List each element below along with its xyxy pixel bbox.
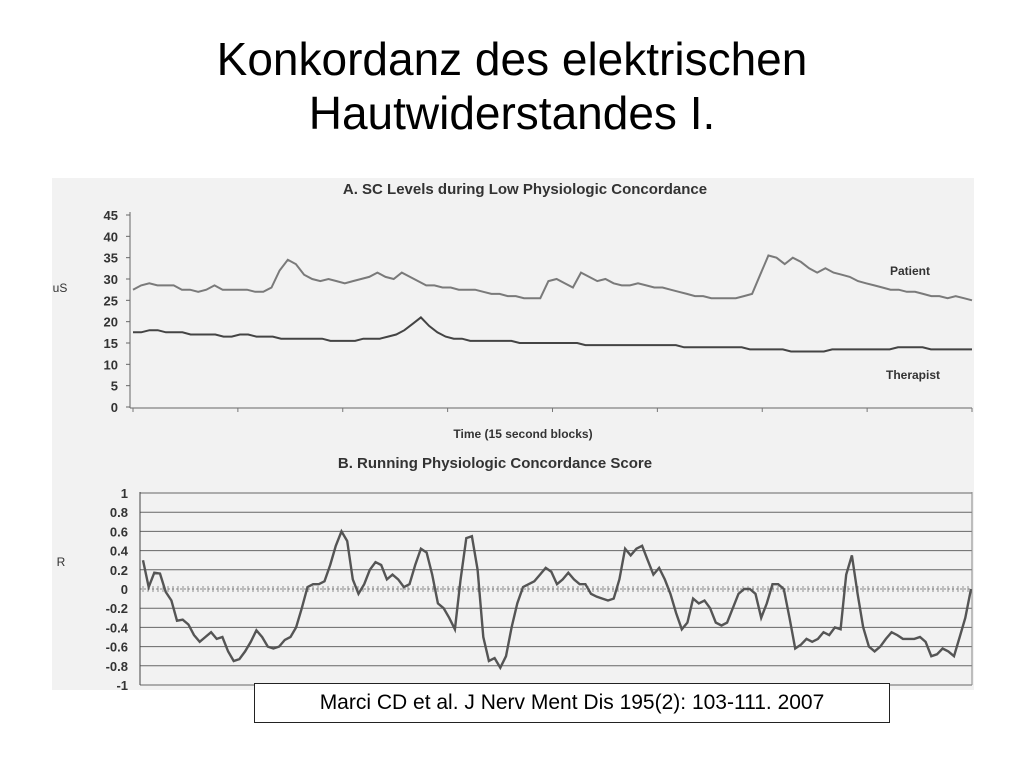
chart-a-legend-patient: Patient bbox=[890, 264, 931, 278]
chart-b-y-tick-label: 0.6 bbox=[109, 524, 128, 540]
chart-b-y-tick-label: -0.4 bbox=[105, 620, 128, 636]
chart-a-y-tick-label: 40 bbox=[103, 229, 118, 245]
chart-a-y-tick-label: 25 bbox=[103, 293, 118, 309]
chart-b-title: B. Running Physiologic Concordance Score bbox=[337, 455, 653, 472]
chart-a-series-patient-line bbox=[133, 256, 972, 301]
chart-a-title: A. SC Levels during Low Physiologic Concordance bbox=[342, 181, 708, 198]
citation-box bbox=[254, 683, 890, 723]
chart-b-y-tick-label: -0.2 bbox=[105, 601, 128, 617]
chart-a-legend-therapist: Therapist bbox=[886, 368, 941, 382]
chart-b-y-tick-label: 0.4 bbox=[109, 543, 128, 559]
chart-a-x-axis-label: Time (15 second blocks) bbox=[453, 427, 593, 441]
chart-a-y-tick-label: 15 bbox=[103, 336, 118, 351]
chart-b-y-tick-label: -0.8 bbox=[105, 658, 128, 674]
chart-a-y-tick-label: 35 bbox=[103, 250, 118, 266]
chart-b-y-axis-label: R bbox=[56, 555, 66, 569]
chart-b-y-tick-label: -1 bbox=[116, 678, 128, 693]
chart-b-series-r-line bbox=[143, 531, 971, 667]
chart-b-y-tick-label: -0.6 bbox=[105, 639, 128, 655]
slide-title-line-1: Konkordanz des elektrischen bbox=[216, 33, 808, 85]
chart-a-sc-levels bbox=[53, 181, 972, 441]
chart-b-y-tick-label: 0.8 bbox=[109, 505, 128, 521]
chart-b-concordance-score bbox=[57, 455, 972, 693]
chart-a-y-tick-label: 5 bbox=[110, 378, 118, 394]
citation-text: Marci CD et al. J Nerv Ment Dis 195(2): 103-111. 2007 bbox=[319, 691, 825, 714]
chart-b-y-tick-label: 0 bbox=[120, 582, 128, 597]
chart-a-series-therapist-line bbox=[133, 317, 972, 351]
chart-a-y-tick-label: 30 bbox=[103, 272, 118, 287]
chart-a-y-tick-label: 20 bbox=[103, 314, 118, 330]
chart-a-y-tick-label: 10 bbox=[103, 357, 118, 373]
chart-a-y-tick-label: 0 bbox=[110, 400, 118, 415]
slide-title-line-2: Hautwiderstandes I. bbox=[308, 87, 716, 139]
chart-b-y-tick-label: 0.2 bbox=[109, 562, 128, 578]
chart-b-y-tick-label: 1 bbox=[120, 486, 128, 501]
chart-a-y-axis-label: uS bbox=[52, 281, 68, 295]
chart-a-y-tick-label: 45 bbox=[103, 208, 118, 223]
